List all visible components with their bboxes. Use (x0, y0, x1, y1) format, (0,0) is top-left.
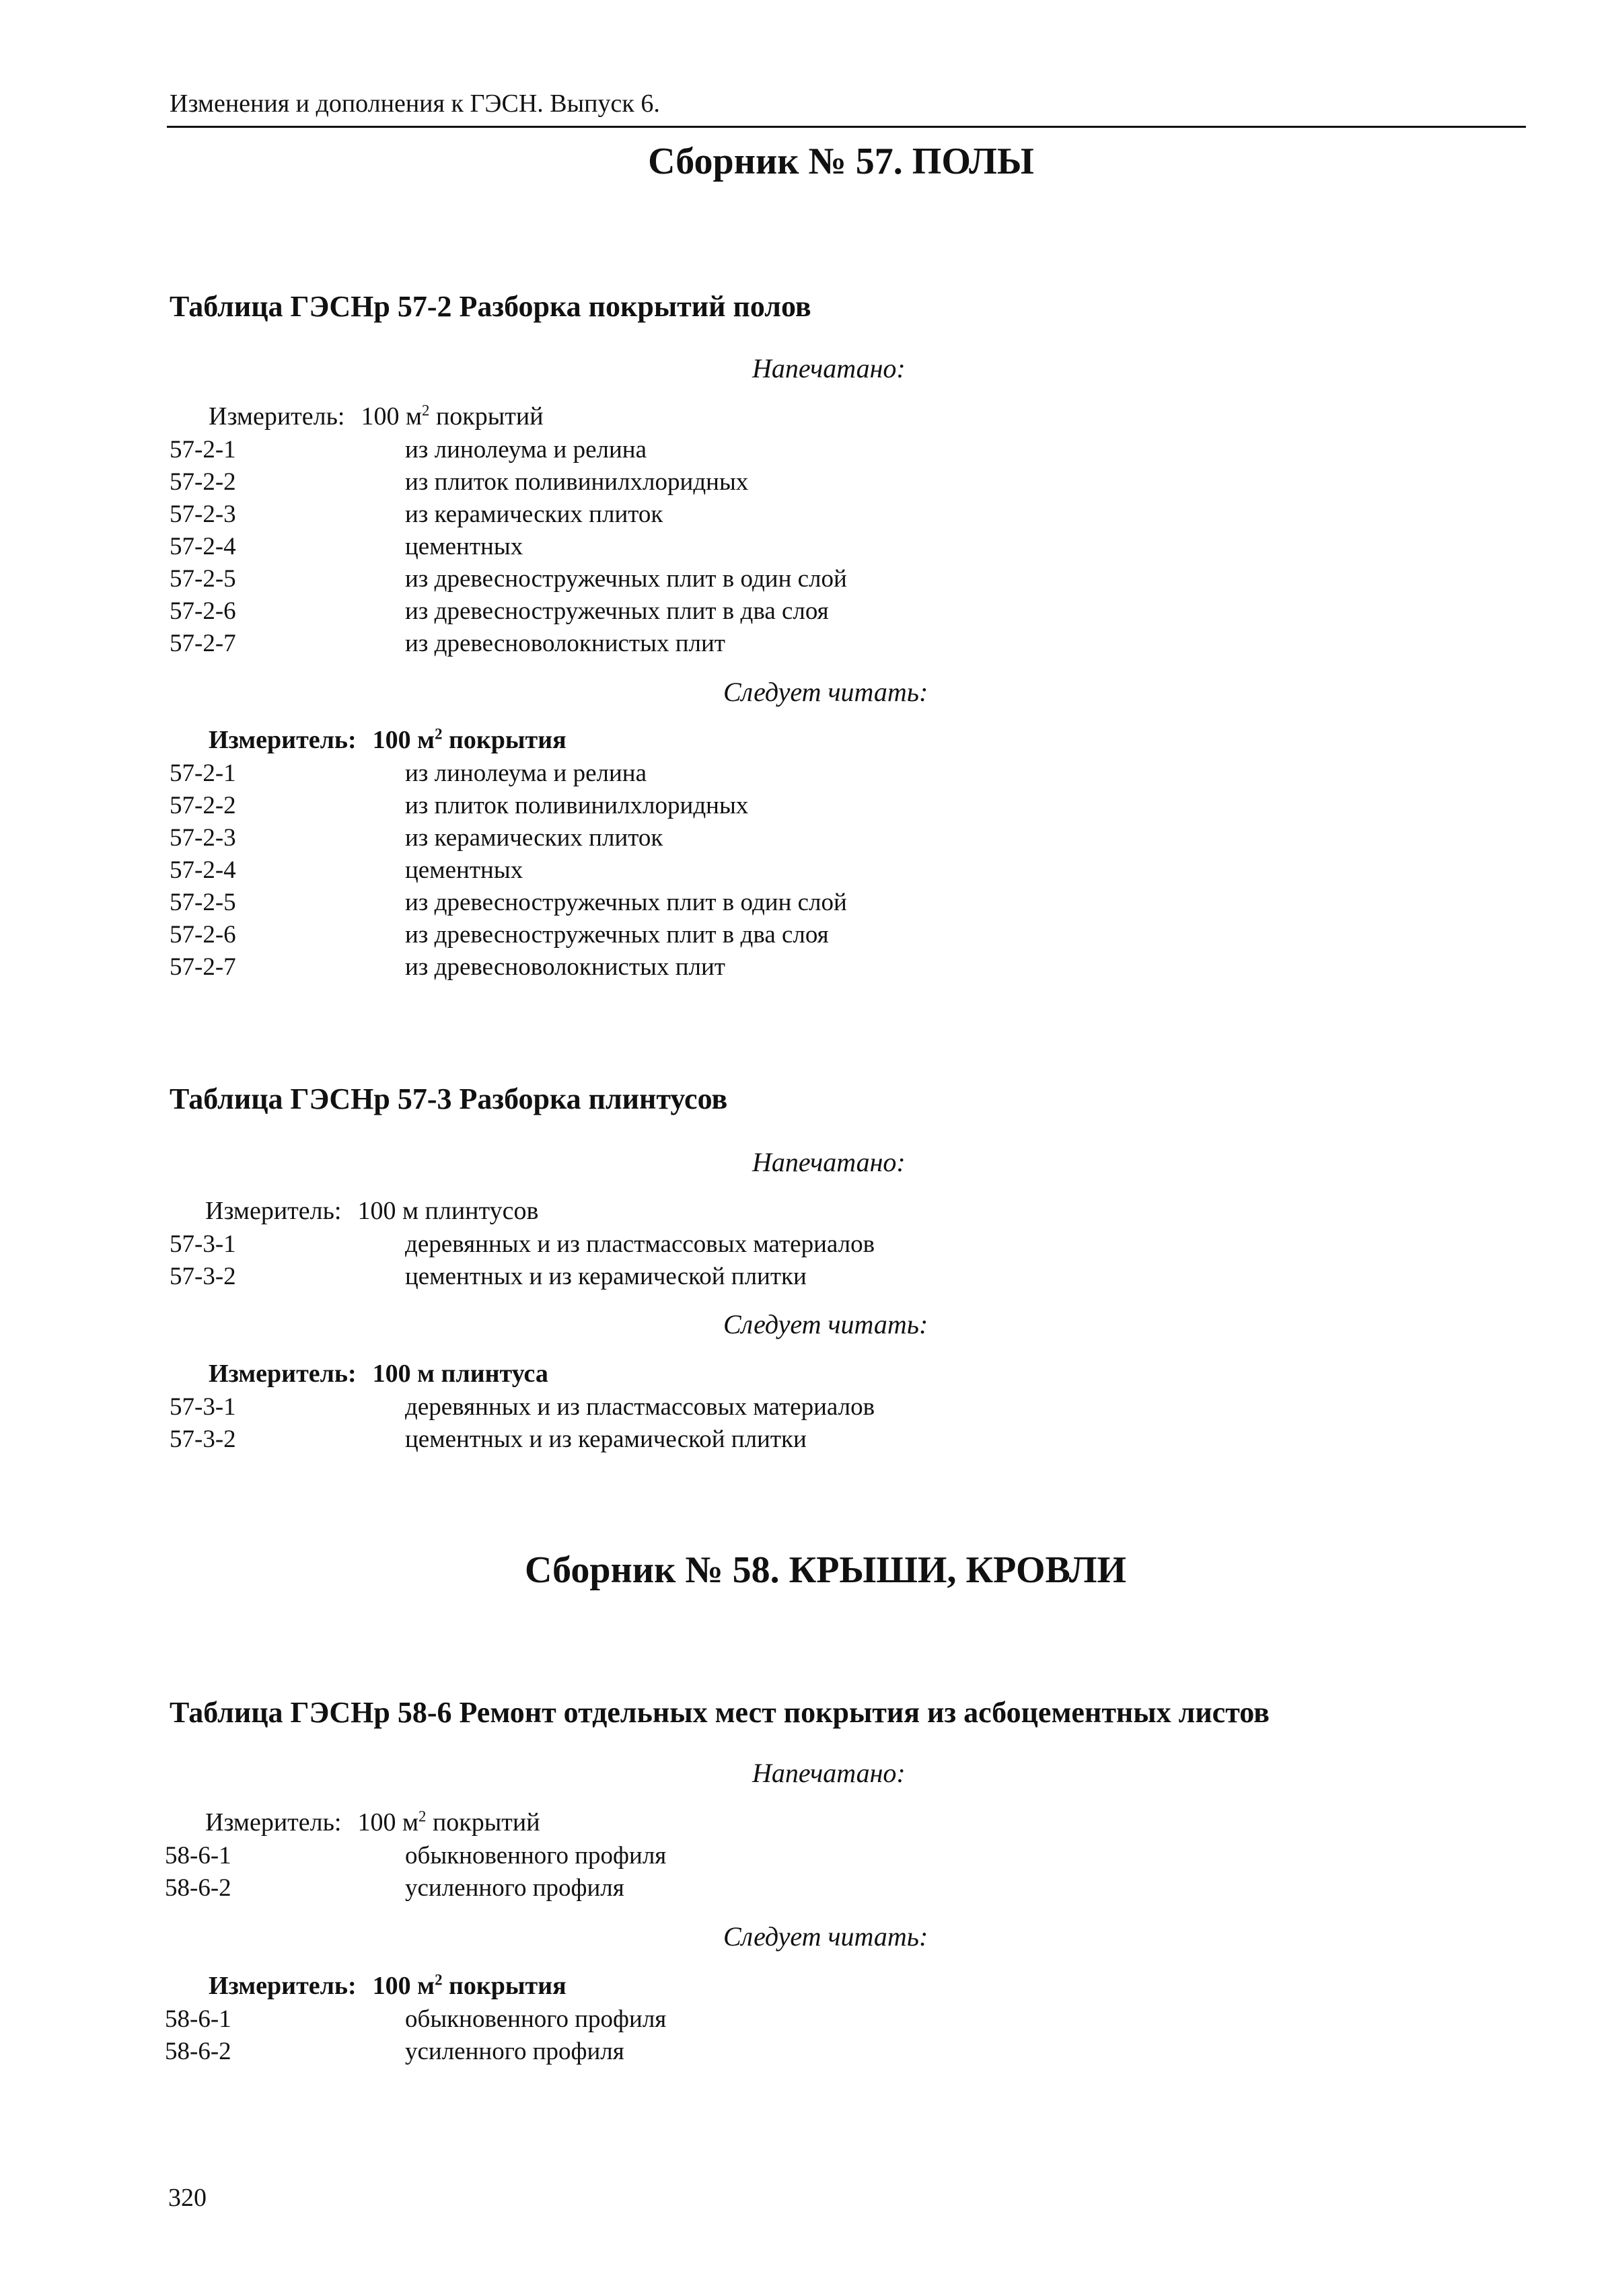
measure-label: Измеритель: (209, 726, 357, 754)
measure-value: 100 $м^2$ покрытия (372, 1971, 567, 2000)
table-57-3-title: Таблица ГЭСНр 57-3 Разборка плинтусов (170, 1082, 728, 1115)
table-58-6-read-label: Следует читать: (723, 1921, 928, 1952)
table-58-6-printed-measure (205, 1808, 540, 1837)
table-57-3-read-measure (209, 1359, 548, 1388)
table-57-2-printed-label: Напечатано: (752, 353, 906, 383)
header-rule (167, 126, 1526, 128)
table-57-2-printed-measure (209, 402, 544, 431)
page-number: 320 (168, 2184, 207, 2212)
table-58-6-printed-label: Напечатано: (752, 1758, 906, 1788)
measure-label: Измеритель: (205, 1197, 342, 1225)
measure-value: 100 м плинтусов (357, 1197, 539, 1225)
collection-57-title: Сборник № 57. ПОЛЫ (648, 141, 1034, 182)
measure-value: 100 $м^2$ покрытий (357, 1808, 540, 1837)
measure-label: Измеритель: (205, 1808, 342, 1837)
table-57-2-read-label: Следует читать: (723, 677, 928, 707)
table-57-2-title: Таблица ГЭСНр 57-2 Разборка покрытий полов (170, 290, 811, 323)
table-58-6-read-measure (209, 1971, 567, 2001)
measure-value: 100 $м^2$ покрытия (372, 725, 567, 754)
table-57-3-printed-measure (205, 1196, 538, 1226)
table-57-3-printed-label: Напечатано: (752, 1147, 906, 1177)
measure-value: 100 $м^2$ покрытий (361, 402, 544, 431)
measure-label: Измеритель: (209, 1972, 357, 2000)
measure-label: Измеритель: (209, 402, 345, 431)
measure-label: Измеритель: (209, 1360, 357, 1388)
table-57-3-read-label: Следует читать: (723, 1309, 928, 1339)
table-57-2-read-measure (209, 725, 567, 755)
running-head: Изменения и дополнения к ГЭСН. Выпуск 6. (170, 89, 660, 118)
table-58-6-title: Таблица ГЭСНр 58-6 Ремонт отдельных мест покрытия из асбоцементных листов (170, 1696, 1270, 1729)
measure-value: 100 м плинтуса (372, 1360, 548, 1388)
collection-58-title: Сборник № 58. КРЫШИ, КРОВЛИ (525, 1549, 1127, 1591)
